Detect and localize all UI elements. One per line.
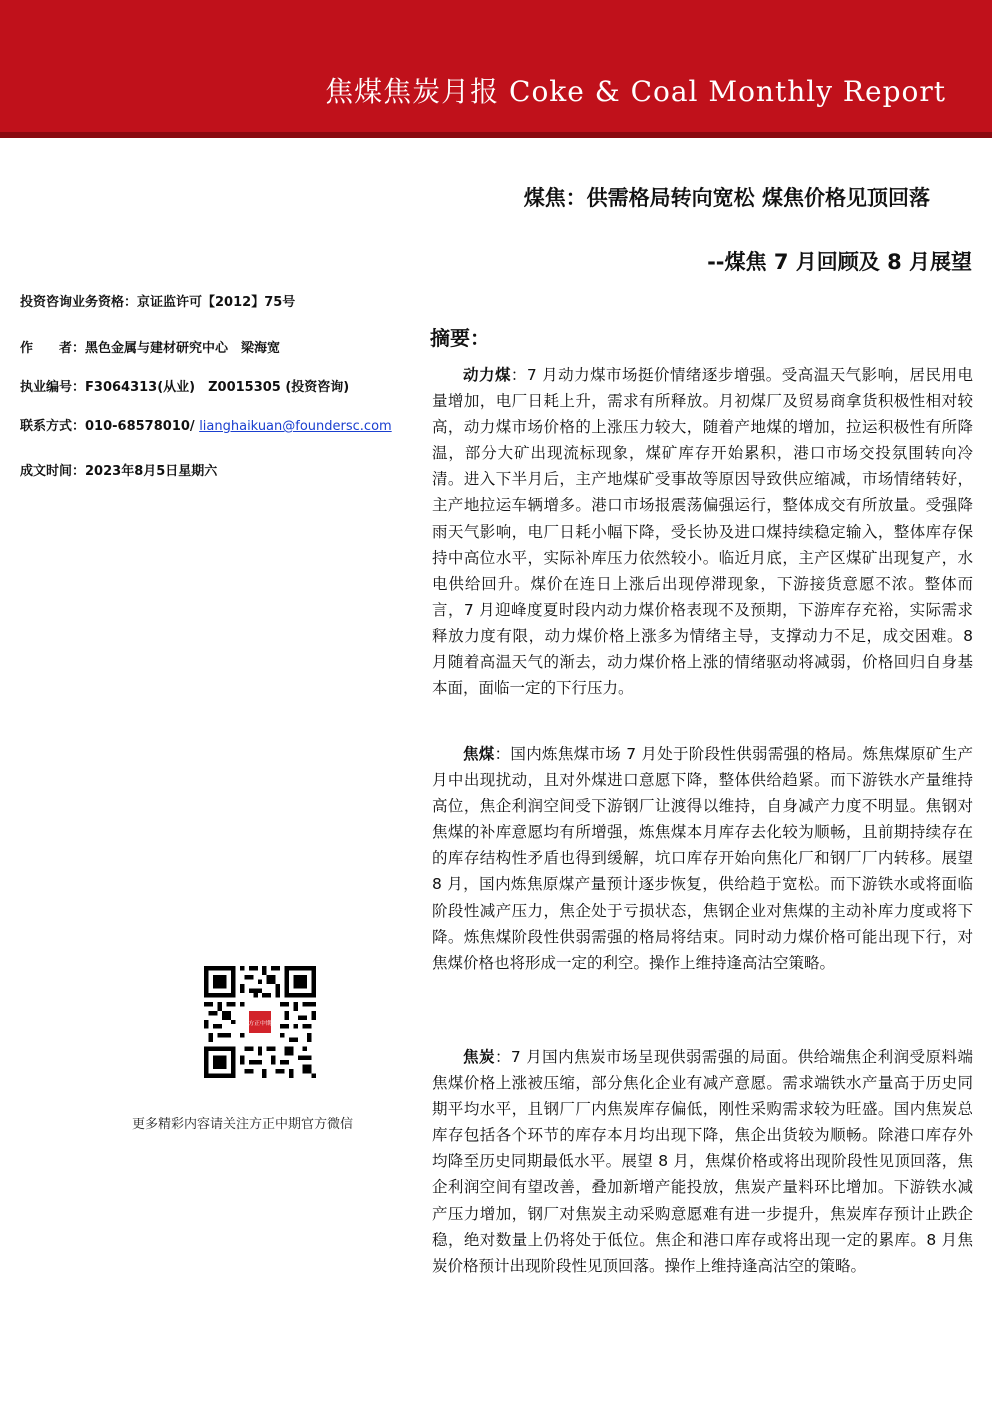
date-label: 成文时间： bbox=[20, 464, 86, 479]
contact-row bbox=[20, 415, 392, 434]
qualification-value: 京证监许可【2012】75号 bbox=[137, 295, 296, 310]
paragraph-text: ：国内炼焦煤市场 7 月处于阶段性供弱需强的格局。炼焦煤原矿生产月中出现扰动，且对外煤进口意愿下降，整体供给趋紧。而下游铁水产量维持高位，焦企利润空间受下游钢厂让渡得以维持，自身减产力度不明显。焦钢对焦煤的补库意愿均有所增强，炼焦煤本月库存去化较为顺畅，且前期持续存在的库存结构性矛盾也得到缓解，坑口库存开始向焦化厂和钢厂厂内转移。展望 8 月，国内炼焦原煤产量预计逐步恢复，供给趋于宽松。而下游铁水或将面临阶段性减产压力，焦企处于亏损状态，焦钢企业对焦煤的主动补库力度或将下降。炼焦煤阶段性供弱需强的格局将结束。同时动力煤价格可能出现下行，对焦煤价格也将形成一定的利空。操作上维持逢高沽空策略。 bbox=[432, 745, 973, 972]
paragraph-coking-coal bbox=[432, 741, 973, 976]
paragraph-lead: 焦煤 bbox=[463, 745, 495, 763]
qr-logo-text: 方正中期 bbox=[248, 1021, 272, 1028]
date-value: 2023年8月5日星期六 bbox=[85, 464, 218, 479]
qualification-row bbox=[20, 291, 295, 310]
qualification-label: 投资咨询业务资格： bbox=[20, 295, 138, 310]
license-value: F3064313(从业) Z0015305 (投资咨询) bbox=[85, 380, 350, 395]
paragraph-thermal-coal bbox=[432, 362, 973, 701]
banner-title: 焦煤焦炭月报 Coke & Coal Monthly Report bbox=[325, 75, 946, 108]
wechat-qr-code bbox=[204, 966, 316, 1078]
paragraph-text: ：7 月动力煤市场挺价情绪逐步增强。受高温天气影响，居民用电量增加，电厂日耗上升，需求有所释放。月初煤厂及贸易商拿货积极性相对较高，动力煤市场价格的上涨压力较大，随着产地煤的增加，拉运积极性有所降温，部分大矿出现流标现象，煤矿库存开始累积，港口市场交投氛围转向冷清。进入下半月后，主产地煤矿受事故等原因导致供应缩减，市场情绪转好，主产地拉运车辆增多。港口市场报震荡偏强运行，整体成交有所放量。受强降雨天气影响，电厂日耗小幅下降，受长协及进口煤持续稳定输入，整体库存保持中高位水平，实际补库压力依然较小。临近月底，主产区煤矿出现复产，水电供给回升。煤价在连日上涨后出现停滞现象，下游接货意愿不浓。整体而言，7 月迎峰度夏时段内动力煤价格表现不及预期，下游库存充裕，实际需求释放力度有限，动力煤价格上涨多为情绪主导，支撑动力不足，成交困难。8 月随着高温天气的渐去，动力煤价格上涨的情绪驱动将减弱，价格回归自身基本面，面临一定的下行压力。 bbox=[432, 366, 973, 698]
author-value: 黑色金属与建材研究中心 梁海宽 bbox=[85, 341, 281, 356]
contact-label: 联系方式： bbox=[20, 419, 86, 434]
license-row bbox=[20, 376, 349, 395]
report-subtitle: --煤焦 7 月回顾及 8 月展望 bbox=[707, 250, 972, 274]
contact-email-link[interactable]: lianghaikuan@foundersc.com bbox=[199, 419, 392, 434]
paragraph-lead: 动力煤 bbox=[463, 366, 511, 384]
qr-caption: 更多精彩内容请关注方正中期官方微信 bbox=[132, 1117, 354, 1132]
date-row bbox=[20, 460, 217, 479]
license-label: 执业编号： bbox=[20, 380, 86, 395]
contact-phone: 010-68578010/ bbox=[85, 419, 200, 434]
abstract-heading: 摘要： bbox=[430, 326, 490, 350]
paragraph-lead: 焦炭 bbox=[463, 1048, 495, 1066]
author-label: 作 者： bbox=[20, 341, 86, 356]
report-title: 煤焦：供需格局转向宽松 煤焦价格见顶回落 bbox=[523, 186, 930, 210]
header-banner bbox=[0, 0, 992, 138]
paragraph-coke bbox=[432, 1044, 973, 1279]
paragraph-text: ：7 月国内焦炭市场呈现供弱需强的局面。供给端焦企利润受原料端焦煤价格上涨被压缩，部分焦化企业有减产意愿。需求端铁水产量高于历史同期平均水平，且钢厂厂内焦炭库存偏低，刚性采购需求较为旺盛。国内焦炭总库存包括各个环节的库存本月均出现下降，焦企出货较为顺畅。除港口库存外均降至历史同期最低水平。展望 8 月，焦煤价格或将出现阶段性见顶回落，焦企利润空间有望改善，叠加新增产能投放，焦炭产量料环比增加。下游铁水减产压力增加，钢厂对焦炭主动采购意愿难有进一步提升，焦炭库存预计止跌企稳，绝对数量上仍将处于低位。焦企和港口库存或将出现一定的累库。8 月焦炭价格预计出现阶段性见顶回落。操作上维持逢高沽空的策略。 bbox=[432, 1048, 973, 1275]
author-row bbox=[20, 337, 280, 356]
